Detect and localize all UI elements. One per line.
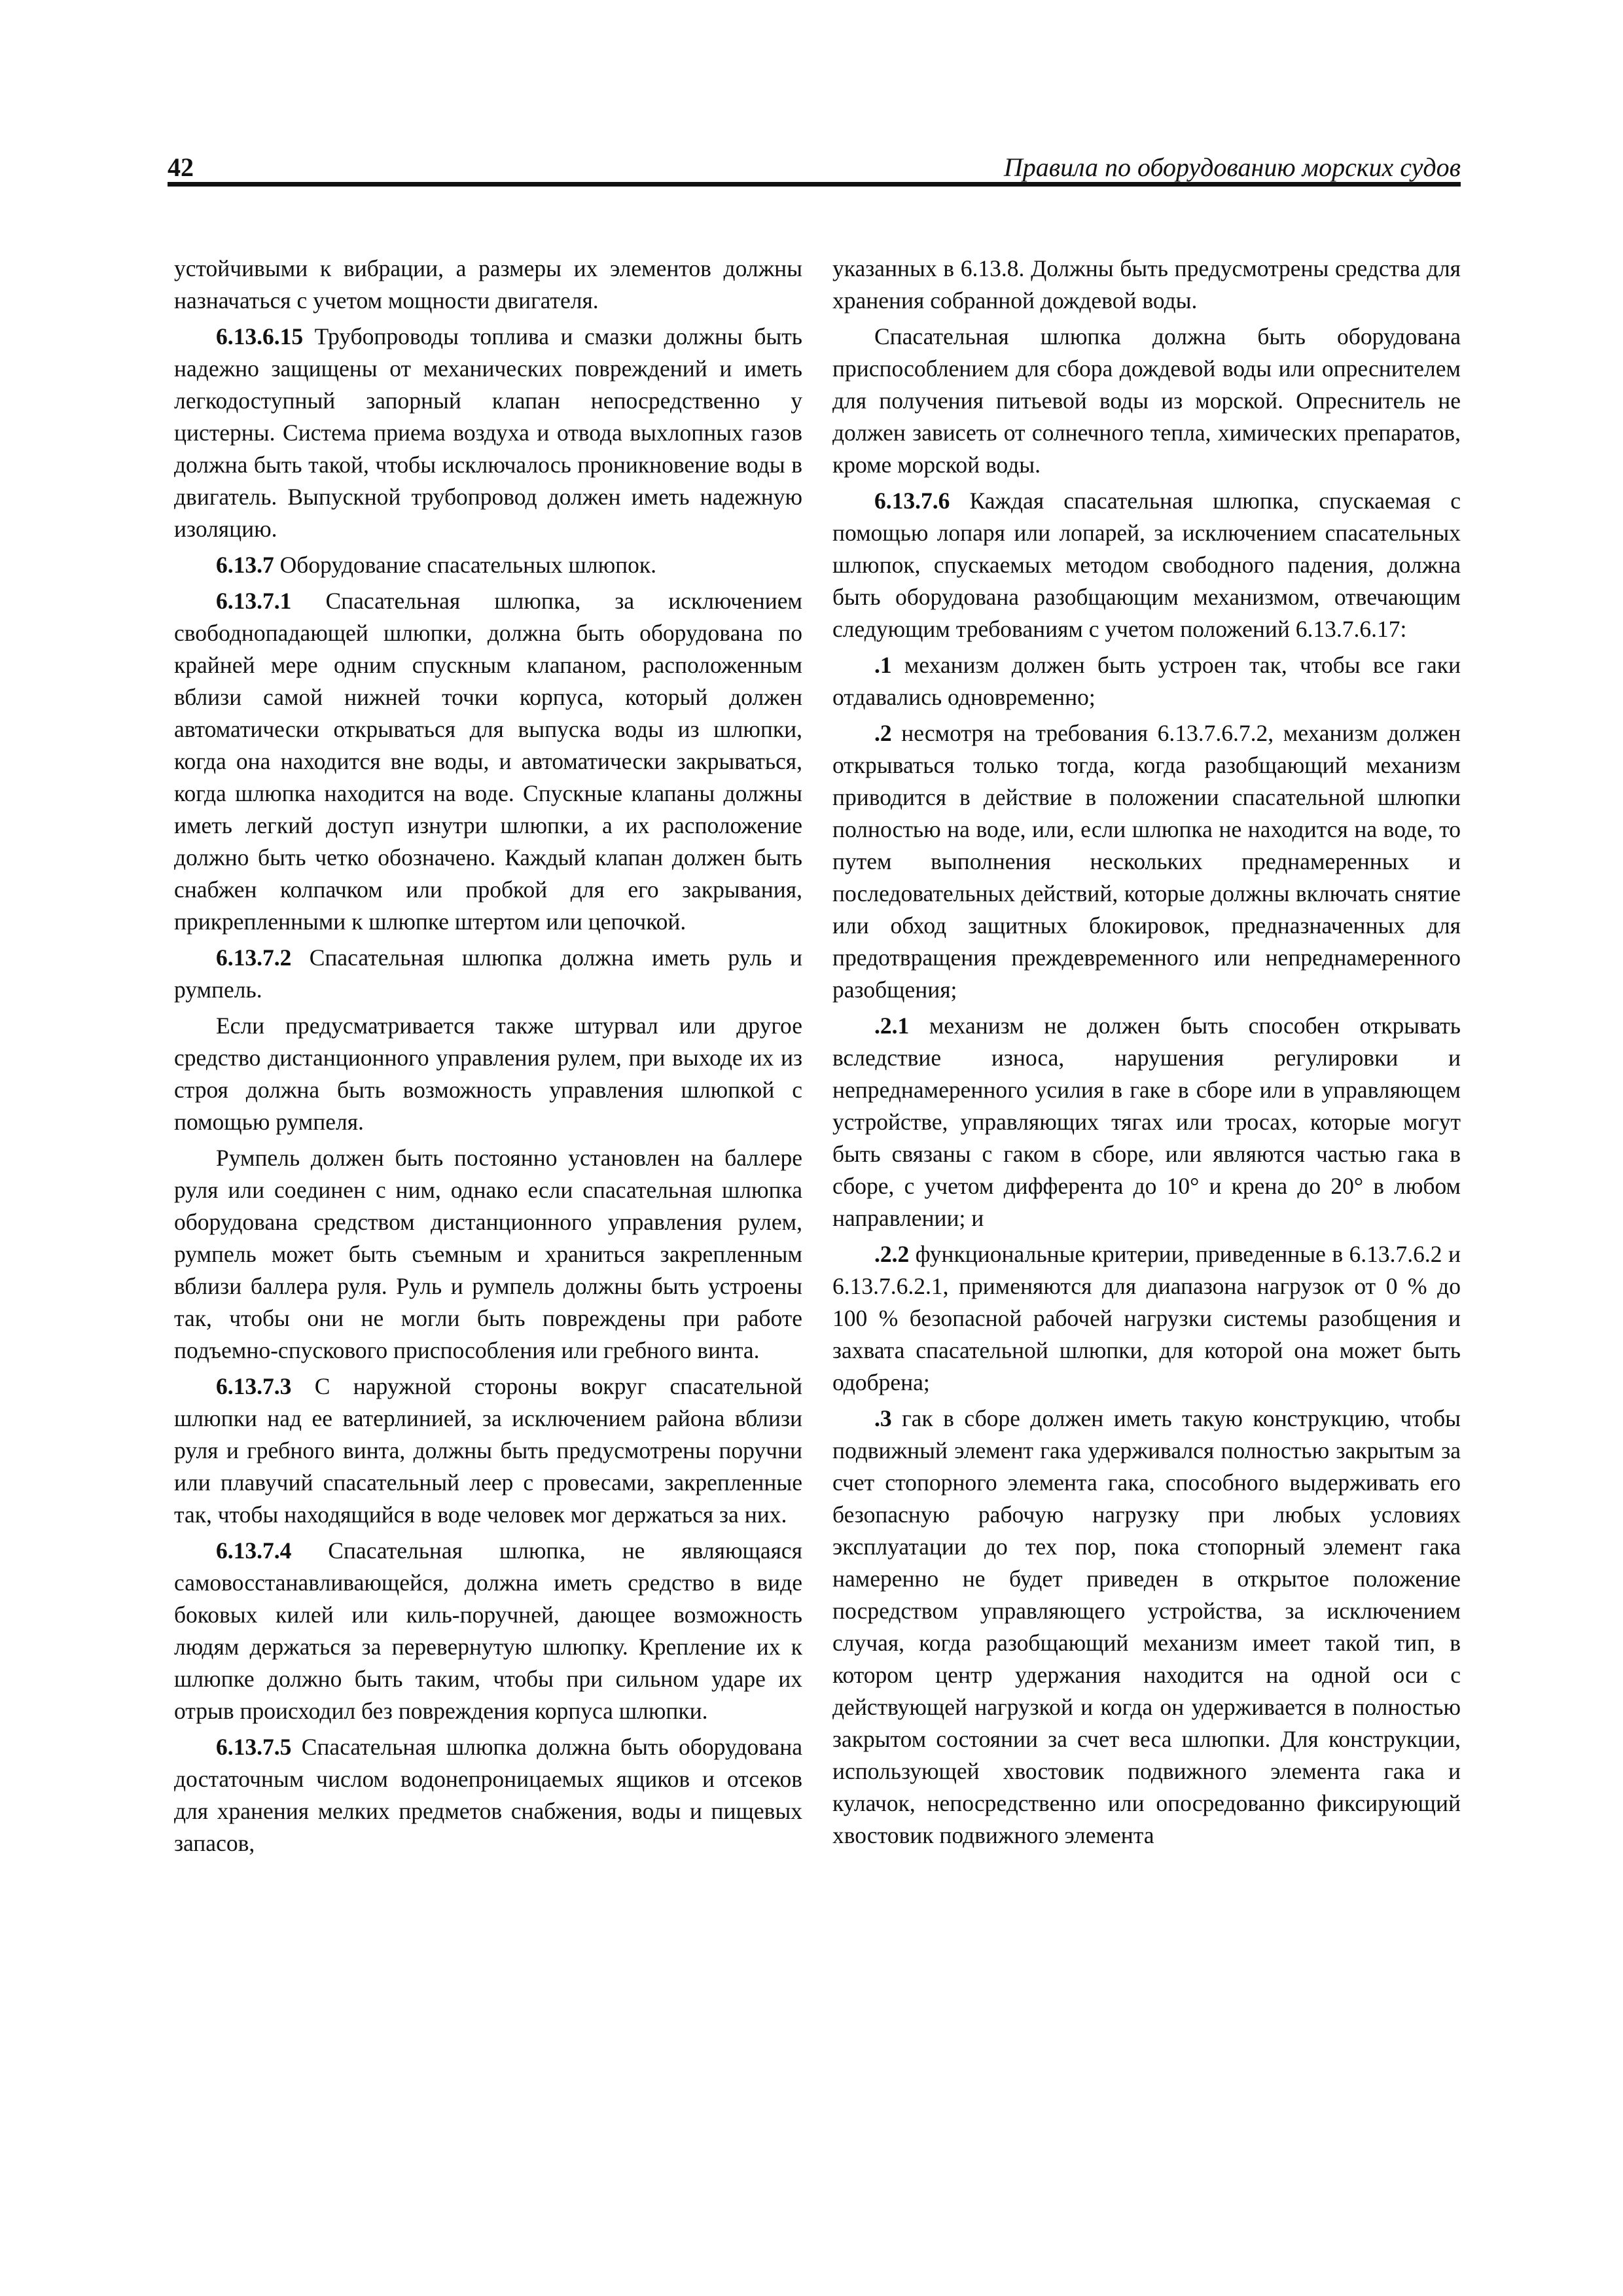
paragraph-text: механизм должен быть устроен так, чтобы все гаки отдавались одновременно;: [832, 652, 1461, 710]
paragraph-text: Трубопроводы топлива и смазки должны быть надежно защищены от механических повреждений и иметь легкодоступный запорный клапан непосредственно у цистерны. Система приема воздуха и отвода выхлопных газов должна быть такой, чтобы исключалось проникновение воды в двигатель. Выпускной трубопровод должен иметь надежную изоляцию.: [174, 323, 802, 542]
paragraph: [832, 1238, 1461, 1399]
paragraph: [174, 1535, 802, 1727]
paragraph: [832, 1403, 1461, 1852]
section-ref: .3: [874, 1405, 892, 1431]
right-column: [832, 253, 1461, 1856]
paragraph: [832, 253, 1461, 317]
section-ref: .1: [874, 652, 892, 678]
section-ref: .2: [874, 720, 892, 746]
paragraph-text: Спасательная шлюпка должна иметь руль и румпель.: [174, 944, 802, 1003]
section-ref: 6.13.7.1: [216, 588, 292, 614]
paragraph-text: Спасательная шлюпка должна быть оборудована приспособлением для сбора дождевой воды или опреснителем для получения питьевой воды из морской. Опреснитель не должен зависеть от солнечного тепла, химических препаратов, кроме морской воды.: [832, 323, 1461, 478]
paragraph: [832, 717, 1461, 1006]
paragraph: [174, 253, 802, 317]
paragraph: [174, 1142, 802, 1367]
section-ref: 6.13.7: [216, 552, 274, 578]
paragraph: [832, 1010, 1461, 1234]
paragraph-text: Спасательная шлюпка, не являющаяся самовосстанавливающейся, должна иметь средство в виде боковых килей или киль-поручней, дающее возможность людям держаться за перевернутую шлюпку. Крепление их к шлюпке должно быть таким, чтобы при сильном ударе их отрыв происходил без повреждения корпуса шлюпки.: [174, 1537, 802, 1724]
paragraph-text: механизм не должен быть способен открывать вследствие износа, нарушения регулировки и непреднамеренного усилия в гаке в сборе или в управляющем устройстве, управляющих тягах или тросах, которые могут быть связаны с гаком в сборе, или являются частью гака в сборе, с учетом дифферента до 10° и крена до 20° в любом направлении; и: [832, 1013, 1461, 1231]
paragraph: [174, 1010, 802, 1138]
paragraph: [174, 942, 802, 1006]
paragraph: [832, 485, 1461, 645]
paragraph: [174, 585, 802, 938]
paragraph-text: гак в сборе должен иметь такую конструкцию, чтобы подвижный элемент гака удерживался полностью закрытым за счет стопорного элемента гака, способного выдерживать его безопасную рабочую нагрузку при любых условиях эксплуатации до тех пор, пока стопорный элемент гака намеренно не будет приведен в открытое положение посредством управляющего устройства, за исключением случая, когда разобщающий механизм имеет такой тип, в котором центр удержания находится на одной оси с действующей нагрузкой и когда он удерживается в полностью закрытом состоянии за счет веса шлюпки. Для конструкции, использующей хвостовик подвижного элемента гака и кулачок, непосредственно или опосредованно фиксирующий хвостовик подвижного элемента: [832, 1405, 1461, 1848]
paragraph-text: указанных в 6.13.8. Должны быть предусмотрены средства для хранения собранной дождевой воды.: [832, 255, 1461, 314]
paragraph: [174, 1731, 802, 1859]
paragraph: [832, 649, 1461, 713]
paragraph: [174, 321, 802, 545]
section-ref: 6.13.7.4: [216, 1537, 292, 1564]
section-ref: .2.1: [874, 1013, 910, 1039]
paragraph-text: Если предусматривается также штурвал или другое средство дистанционного управления рулем, при выходе их из строя должна быть возможность управления шлюпкой с помощью румпеля.: [174, 1013, 802, 1135]
paragraph-text: Каждая спасательная шлюпка, спускаемая с помощью лопаря или лопарей, за исключением спасательных шлюпок, спускаемых методом свободного падения, должна быть оборудована разобщающим механизмом, отвечающим следующим требованиям с учетом положений 6.13.7.6.17:: [832, 488, 1461, 642]
paragraph-text: несмотря на требования 6.13.7.6.7.2, механизм должен открываться только тогда, когда разобщающий механизм приводится в действие в положении спасательной шлюпки полностью на воде, или, если шлюпка не находится на воде, то путем выполнения нескольких преднамеренных и последовательных действий, которые должны включать снятие или обход защитных блокировок, предназначенных для предотвращения преждевременного или непреднамеренного разобщения;: [832, 720, 1461, 1003]
paragraph: [174, 1371, 802, 1531]
section-ref: 6.13.7.2: [216, 944, 292, 971]
section-ref: 6.13.7.5: [216, 1734, 292, 1760]
section-ref: .2.2: [874, 1241, 910, 1267]
page-header: [168, 145, 1461, 187]
paragraph-text: Оборудование спасательных шлюпок.: [274, 552, 656, 578]
section-ref: 6.13.7.6: [874, 488, 950, 514]
section-ref: 6.13.7.3: [216, 1373, 292, 1399]
running-title: Правила по оборудованию морских судов: [1003, 152, 1461, 182]
paragraph-text: С наружной стороны вокруг спасательной шлюпки над ее ватерлинией, за исключением района вблизи руля и гребного винта, должны быть предусмотрены поручни или плавучий спасательный леер с провесами, закрепленные так, чтобы находящийся в воде человек мог держаться за них.: [174, 1373, 802, 1528]
paragraph-text: Спасательная шлюпка должна быть оборудована достаточным числом водонепроницаемых ящиков и отсеков для хранения мелких предметов снабжения, воды и пищевых запасов,: [174, 1734, 802, 1856]
paragraph-text: Спасательная шлюпка, за исключением свободнопадающей шлюпки, должна быть оборудована по крайней мере одним спускным клапаном, расположенным вблизи самой нижней точки корпуса, который должен автоматически открываться для выпуска воды из шлюпки, когда она находится вне воды, и автоматически закрываться, когда шлюпка находится на воде. Спускные клапаны должны иметь легкий доступ изнутри шлюпки, а их расположение должно быть четко обозначено. Каждый клапан должен быть снабжен колпачком или пробкой для его закрывания, прикрепленными к шлюпке штертом или цепочкой.: [174, 588, 802, 935]
paragraph-text: функциональные критерии, приведенные в 6.13.7.6.2 и 6.13.7.6.2.1, применяются для диапазона нагрузок от 0 % до 100 % безопасной рабочей нагрузки системы разобщения и захвата спасательной шлюпки, для которой она может быть одобрена;: [832, 1241, 1461, 1395]
paragraph: [174, 549, 802, 581]
paragraph-text: устойчивыми к вибрации, а размеры их элементов должны назначаться с учетом мощности двигателя.: [174, 255, 802, 314]
section-ref: 6.13.6.15: [216, 323, 304, 350]
left-column: [174, 253, 802, 1863]
page-number: 42: [168, 152, 194, 182]
paragraph: [832, 321, 1461, 481]
paragraph-text: Румпель должен быть постоянно установлен на баллере руля или соединен с ним, однако если спасательная шлюпка оборудована средством дистанционного управления рулем, румпель может быть съемным и храниться закрепленным вблизи баллера руля. Руль и румпель должны быть устроены так, чтобы они не могли быть повреждены при работе подъемно-спускового приспособления или гребного винта.: [174, 1145, 802, 1363]
